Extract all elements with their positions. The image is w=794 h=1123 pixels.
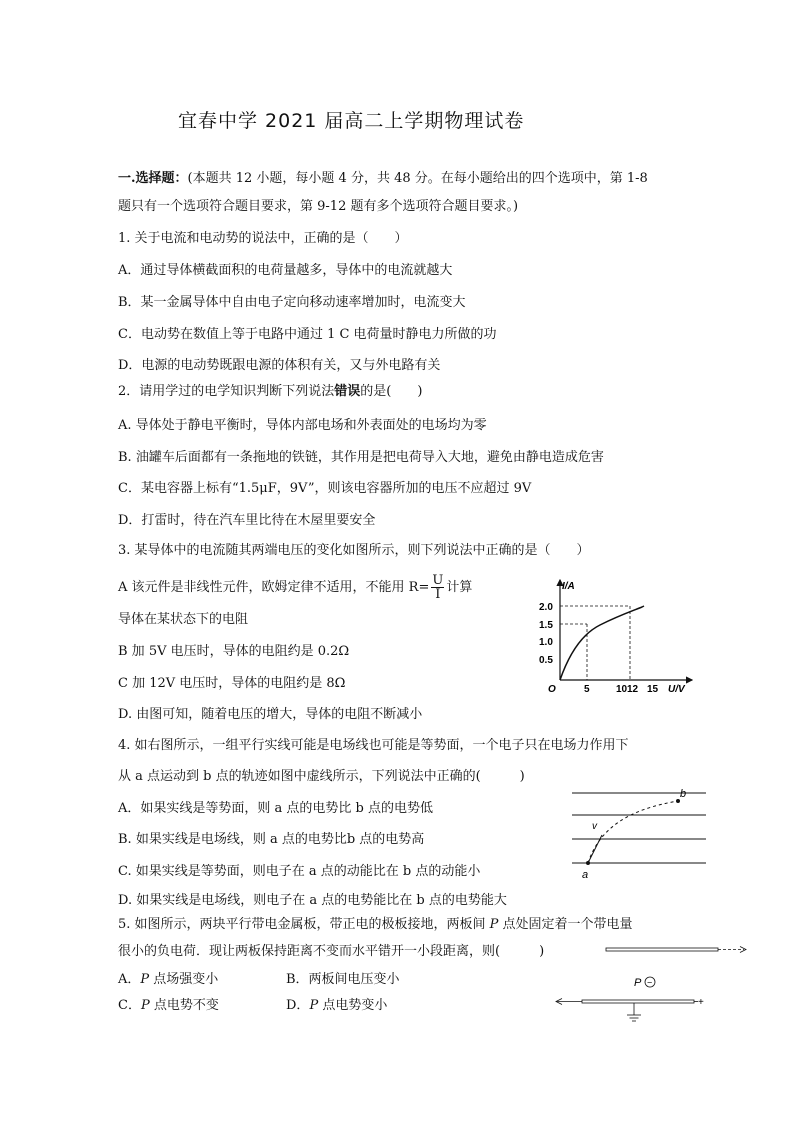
y-axis-label: I/A xyxy=(562,581,575,592)
y-tick-label: 0.5 xyxy=(539,655,553,666)
y-tick-label: 2.0 xyxy=(539,602,553,613)
q4-option-c: C. 如果实线是等势面，则电子在 a 点的动能比在 b 点的动能小 xyxy=(118,864,481,879)
q4-option-b: B. 如果实线是电场线，则 a 点的电势比b 点的电势高 xyxy=(118,832,425,847)
q5-stem-line1: 5. 如图所示，两块平行带电金属板，带正电的极板接地，两板间 P 点处固定着一个带电量 xyxy=(118,917,633,932)
section-desc-line2: 题只有一个选项符合题目要求，第 9-12 题有多个选项符合题目要求。) xyxy=(118,199,519,214)
q3-option-c: C 加 12V 电压时，导体的电阻约是 8Ω xyxy=(118,676,346,691)
q3-option-b: B 加 5V 电压时，导体的电阻约是 0.2Ω xyxy=(118,644,350,659)
origin-label: O xyxy=(548,684,556,695)
point-a xyxy=(586,861,590,865)
q2-option-a: A. 导体处于静电平衡时，导体内部电场和外表面处的电场均为零 xyxy=(118,418,487,433)
capacitor-plates-figure xyxy=(552,940,752,1030)
q1-option-d: D．电源的电动势既跟电源的体积有关，又与外电路有关 xyxy=(118,358,441,373)
y-tick-label: 1.5 xyxy=(539,620,553,631)
q3-option-d: D. 由图可知，随着电压的增大，导体的电阻不断减小 xyxy=(118,707,423,722)
plus-sign: + xyxy=(698,997,704,1008)
q2-option-d: D．打雷时，待在汽车里比待在木屋里要安全 xyxy=(118,513,376,528)
q3-option-a-line2: 导体在某状态下的电阻 xyxy=(118,612,249,627)
q2-option-c: C．某电容器上标有“1.5μF，9V”，则该电容器所加的电压不应超过 9V xyxy=(118,481,532,496)
ohm-fraction: $\frac{U}{I}$ xyxy=(432,573,444,602)
label-v: v xyxy=(592,821,597,832)
q1-stem: 1. 关于电流和电动势的说法中，正确的是（ ） xyxy=(118,231,408,246)
x-tick-label: 5 xyxy=(584,684,590,695)
q2-emphasis: 错误 xyxy=(334,384,361,399)
q5-stem-line2: 很小的负电荷．现让两板保持距离不变而水平错开一小段距离，则( ) xyxy=(118,944,545,959)
q1-option-a: A．通过导体横截面积的电荷量越多，导体中的电流就越大 xyxy=(118,263,453,278)
q4-option-a: A．如果实线是等势面，则 a 点的电势比 b 点的电势低 xyxy=(118,801,433,816)
label-b: b xyxy=(680,788,687,800)
q1-option-b: B．某一金属导体中自由电子定向移动速率增加时，电流变大 xyxy=(118,295,466,310)
label-a: a xyxy=(582,869,589,881)
q5-option-c: C．P 点电势不变 xyxy=(118,998,219,1013)
q2-stem: 2．请用学过的电学知识判断下列说法错误的是( ) xyxy=(118,384,423,399)
q3-option-a: A 该元件是非线性元件，欧姆定律不适用，不能用 R= $\frac{U}{I}$ 计算 xyxy=(118,573,473,602)
minus-sign: − xyxy=(647,977,653,988)
trajectory-path xyxy=(588,801,678,863)
x-axis-label: U/V xyxy=(668,684,685,695)
bottom-plate xyxy=(582,1000,694,1003)
q3-stem: 3. 某导体中的电流随其两端电压的变化如图所示，则下列说法中正确的是（ ） xyxy=(118,543,590,558)
x-tick-label: 15 xyxy=(647,684,659,695)
iv-graph xyxy=(520,575,700,700)
q5-option-b: B．两板间电压变小 xyxy=(286,972,400,987)
field-lines-figure xyxy=(570,787,710,882)
q4-option-d: D. 如果实线是电场线，则电子在 a 点的电势能比在 b 点的电势能大 xyxy=(118,893,507,908)
top-plate xyxy=(606,948,718,951)
q5-option-a: A．P 点场强变小 xyxy=(118,972,219,987)
paper-title: 宜春中学 2021 届高二上学期物理试卷 xyxy=(178,110,525,132)
q5-option-d: D．P 点电势变小 xyxy=(286,998,388,1013)
q2-option-b: B. 油罐车后面都有一条拖地的铁链，其作用是把电荷导入大地，避免由静电造成危害 xyxy=(118,450,604,465)
iv-curve xyxy=(560,606,644,680)
q1-option-c: C．电动势在数值上等于电路中通过 1 C 电荷量时静电力所做的功 xyxy=(118,327,497,342)
x-tick-label: 12 xyxy=(627,684,639,695)
y-tick-label: 1.0 xyxy=(539,637,553,648)
q4-stem-line2: 从 a 点运动到 b 点的轨迹如图中虚线所示，下列说法中正确的( ) xyxy=(118,769,525,784)
x-tick-label: 10 xyxy=(616,684,628,695)
label-p: P xyxy=(634,977,642,989)
section-heading: 一.选择题： xyxy=(118,171,188,186)
section-desc-line1: 一.选择题：(本题共 12 小题，每小题 4 分，共 48 分。在每小题给出的四个选项中，第 1-8 xyxy=(118,171,648,186)
q4-stem-line1: 4. 如右图所示，一组平行实线可能是电场线也可能是等势面，一个电子只在电场力作用下 xyxy=(118,738,629,753)
